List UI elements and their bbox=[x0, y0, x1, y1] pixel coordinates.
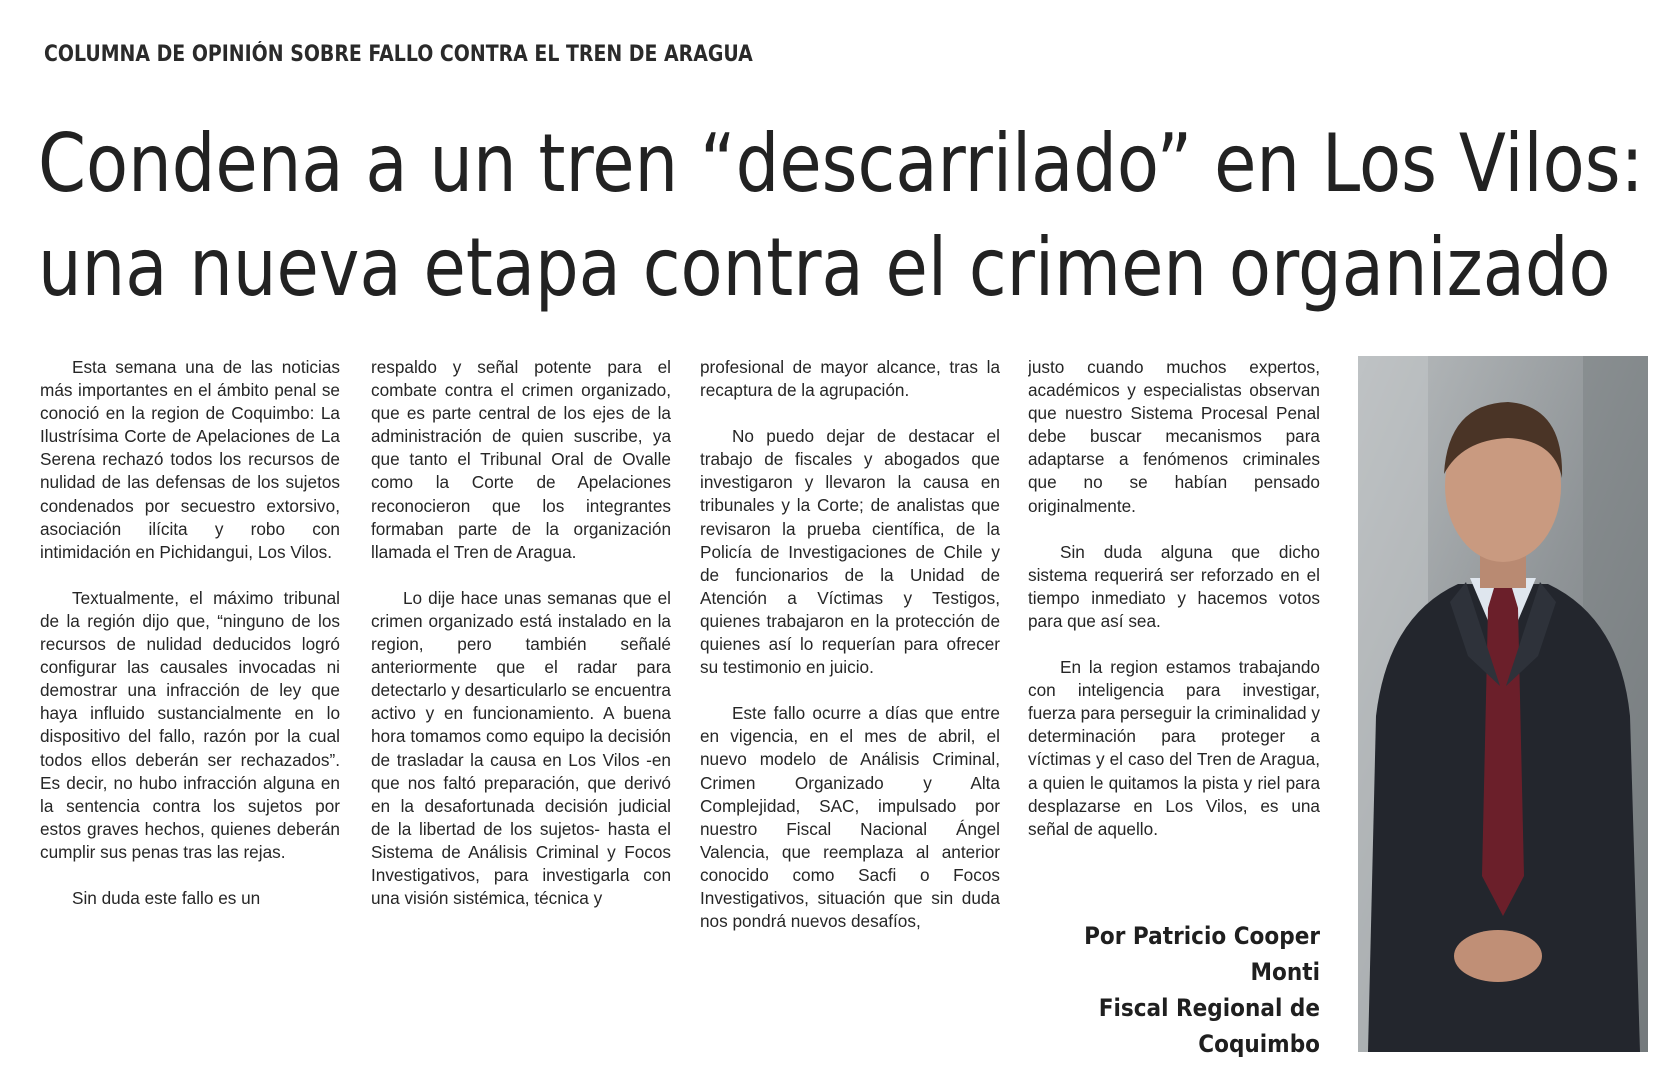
article-column-2 bbox=[371, 356, 671, 1056]
paragraph: Este fallo ocurre a días que entre en vigencia, en el mes de abril, el nuevo modelo de Análisis Criminal, Crimen Organizado y Alta Complejidad, SAC, impulsado por nuestro Fiscal Nacional Ángel Valencia, que reemplaza al anterior conocido como Sacfi o Focos Investigativos, situación que sin duda nos pondrá nuevos desafíos, bbox=[700, 703, 1000, 932]
headline bbox=[38, 112, 1644, 320]
byline-line: Coquimbo bbox=[1198, 1030, 1320, 1058]
paragraph: Esta semana una de las noticias más importantes en el ámbito penal se conoció en la region de Coquimbo: La Ilustrísima Corte de Apelaciones de La Serena rechazó todos los recursos de nulidad de las defensas de los sujetos condenados por secuestro extorsivo, asociación ilícita y robo con intimidación en Pichidangui, Los Vilos. bbox=[40, 357, 340, 562]
article-column-1 bbox=[40, 356, 340, 1056]
paragraph: Sin duda este fallo es un bbox=[72, 887, 261, 908]
author-byline bbox=[1057, 918, 1320, 1062]
byline-line: Fiscal Regional de bbox=[1098, 994, 1320, 1022]
byline-line: Por Patricio Cooper bbox=[1084, 922, 1320, 950]
paragraph: respaldo y señal potente para el combate contra el crimen organizado, que es parte central de los ejes de la administración de quien suscribe, ya que tanto el Tribunal Oral de Ovalle como la Corte de Apelaciones reconocieron que los integrantes formaban parte de la organización llamada el Tren de Aragua. bbox=[371, 357, 671, 562]
portrait-illustration bbox=[1358, 356, 1648, 1052]
paragraph: Textualmente, el máximo tribunal de la región dijo que, “ninguno de los recursos de nulidad deducidos logró configurar las causales invocadas ni demostrar una infracción de ley que haya influido sustancialmente en lo dispositivo del fallo, razón por la cual todos ellos deberán ser rechazados”. Es decir, no hubo infracción alguna en la sentencia contra los sujetos por estos graves hechos, quienes deberán cumplir sus penas tras las rejas. bbox=[40, 587, 340, 862]
paragraph: No puedo dejar de destacar el trabajo de fiscales y abogados que investigaron y llevaron la causa en tribunales y la Corte; de analistas que revisaron la prueba científica, de la Policía de Investigaciones de Chile y de funcionarios de la Unidad de Atención a Víctimas y Testigos, quienes trabajaron en la protección de quienes así lo requerían para ofrecer su testimonio en juicio. bbox=[700, 426, 1000, 678]
headline-line-1: Condena a un tren “descarrilado” en Los Vilos: bbox=[38, 117, 1644, 210]
article-column-3 bbox=[700, 356, 1000, 1056]
paragraph: En la region estamos trabajando con inteligencia para investigar, fuerza para perseguir la criminalidad y determinación para proteger a víctimas y el caso del Tren de Aragua, a quien le quitamos la pista y riel para desplazarse en Los Vilos, es una señal de aquello. bbox=[1028, 657, 1320, 839]
headline-line-2: una nueva etapa contra el crimen organizado bbox=[38, 221, 1611, 314]
paragraph: justo cuando muchos expertos, académicos y especialistas observan que nuestro Sistema Procesal Penal debe buscar mecanismos para adaptarse a fenómenos criminales que no se habían pensado originalmente. bbox=[1028, 357, 1320, 516]
paragraph: Lo dije hace unas semanas que el crimen organizado está instalado en la region, pero también señalé anteriormente que el radar para detectarlo y desarticularlo se encuentra activo y en funcionamiento. A buena hora tomamos como equipo la decisión de trasladar la causa en Los Vilos -en que nos faltó preparación, que derivó en la desafortunada decisión judicial de la libertad de los sujetos- hasta el Sistema de Análisis Criminal y Focos Investigativos, para investigarla con una visión sistémica, técnica y bbox=[371, 587, 671, 909]
section-kicker: COLUMNA DE OPINIÓN SOBRE FALLO CONTRA EL TREN DE ARAGUA bbox=[44, 42, 753, 67]
paragraph: profesional de mayor alcance, tras la recaptura de la agrupación. bbox=[700, 357, 1000, 401]
byline-line: Monti bbox=[1250, 958, 1320, 986]
author-photo bbox=[1358, 356, 1648, 1052]
paragraph: Sin duda alguna que dicho sistema requerirá ser reforzado en el tiempo inmediato y hacemos votos para que así sea. bbox=[1028, 541, 1320, 631]
